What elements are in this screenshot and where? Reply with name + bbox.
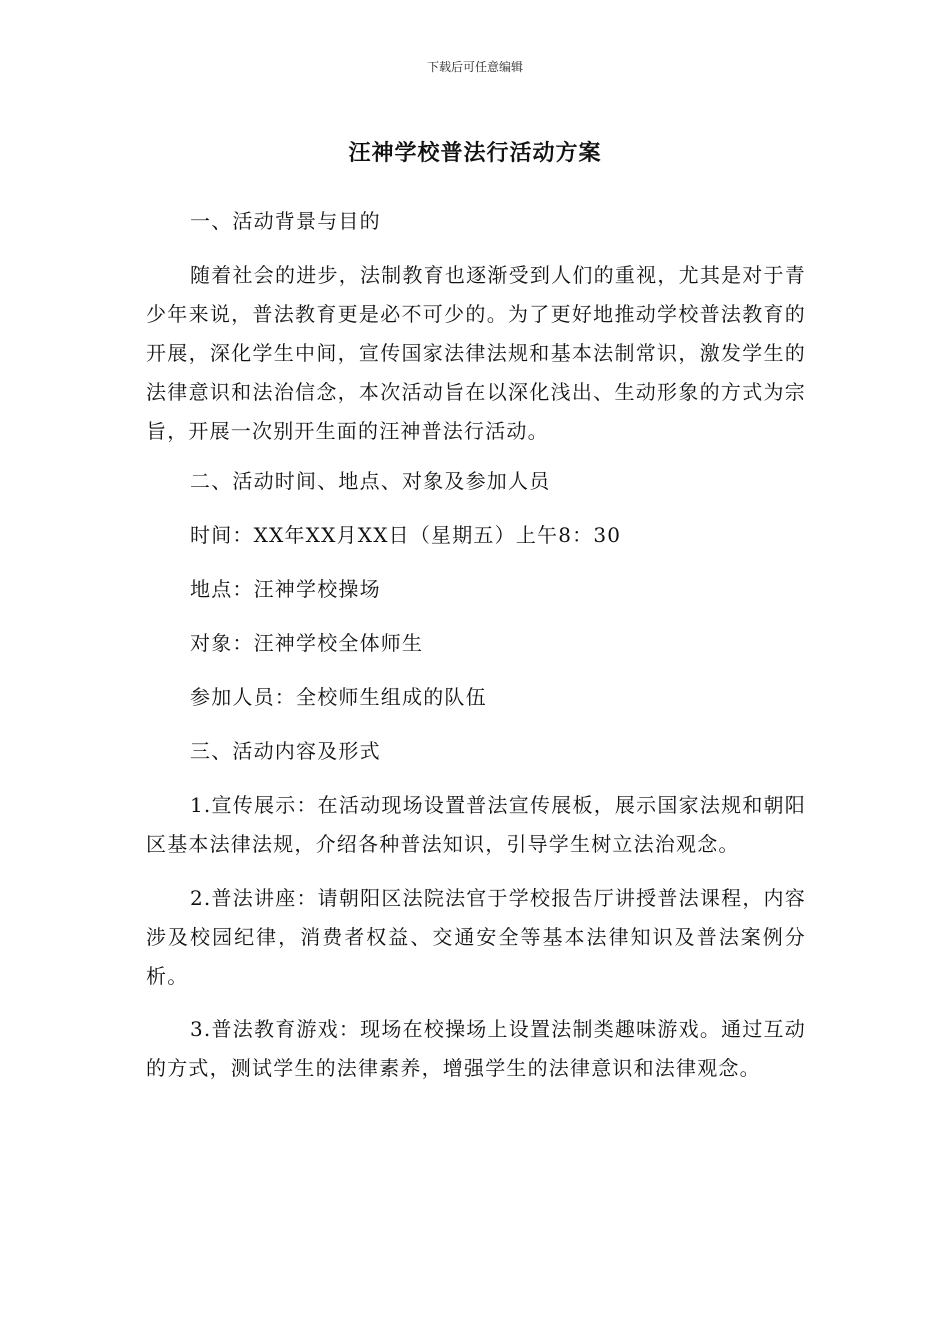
page-title: 汪神学校普法行活动方案	[348, 141, 602, 166]
content-item-3: 3.普法教育游戏：现场在校操场上设置法制类趣味游戏。通过互动的方式，测试学生的法律素养，增强学生的法律意识和法律观念。	[146, 1017, 806, 1080]
audience-line: 对象：汪神学校全体师生	[190, 631, 424, 655]
section-1-heading: 一、活动背景与目的	[190, 209, 381, 233]
section-2-heading: 二、活动时间、地点、对象及参加人员	[190, 469, 551, 493]
content-item-1: 1.宣传展示：在活动现场设置普法宣传展板，展示国家法规和朝阳区基本法律法规，介绍各种普法知识，引导学生树立法治观念。	[146, 793, 806, 856]
section-3-heading: 三、活动内容及形式	[190, 739, 381, 763]
participants-line: 参加人员：全校师生组成的队伍	[190, 685, 487, 709]
time-line: 时间：XX年XX月XX日（星期五）上午8：30	[190, 523, 622, 547]
place-line: 地点：汪神学校操场	[190, 577, 381, 601]
section-1-body: 随着社会的进步，法制教育也逐渐受到人们的重视，尤其是对于青少年来说，普法教育更是必不可少的。为了更好地推动学校普法教育的开展，深化学生中间，宣传国家法律法规和基本法制常识，激发学生的法律意识和法治信念，本次活动旨在以深化浅出、生动形象的方式为宗旨，开展一次别开生面的汪神普法行活动。	[146, 263, 806, 443]
content-item-2: 2.普法讲座：请朝阳区法院法官于学校报告厅讲授普法课程，内容涉及校园纪律，消费者权益、交通安全等基本法律知识及普法案例分析。	[146, 886, 806, 988]
header-note: 下载后可任意编辑	[426, 60, 523, 74]
